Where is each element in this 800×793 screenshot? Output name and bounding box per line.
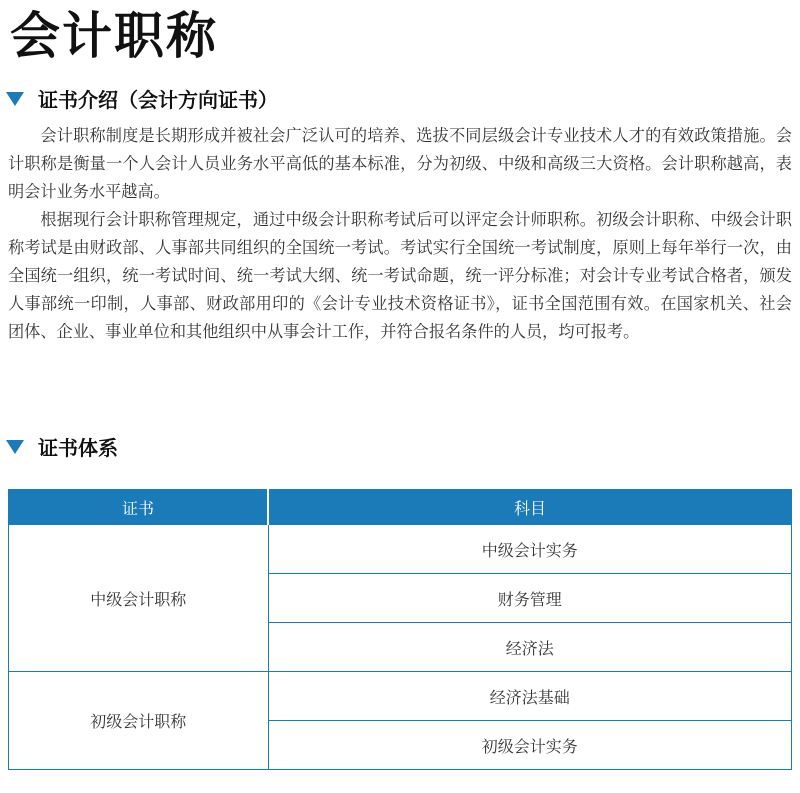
subject-cell: 初级会计实务 bbox=[268, 721, 792, 770]
certificate-table bbox=[8, 489, 792, 770]
header-subject: 科目 bbox=[268, 490, 792, 525]
header-certificate: 证书 bbox=[9, 490, 269, 525]
subject-cell: 财务管理 bbox=[268, 574, 792, 623]
section-heading-label: 证书介绍（会计方向证书） bbox=[38, 88, 278, 112]
intro-text bbox=[8, 122, 792, 346]
page-title: 会计职称 bbox=[10, 7, 218, 65]
certificate-cell: 中级会计职称 bbox=[9, 525, 269, 672]
intro-paragraph-1: 会计职称制度是长期形成并被社会广泛认可的培养、选拔不同层级会计专业技术人才的有效政策措施。会计职称是衡量一个人会计人员业务水平高低的基本标准，分为初级、中级和高级三大资格。会计职称越高，表明会计业务水平越高。 bbox=[8, 126, 792, 201]
table-row bbox=[9, 672, 792, 721]
certificate-cell: 初级会计职称 bbox=[9, 672, 269, 770]
triangle-down-icon bbox=[6, 92, 24, 106]
section-heading-label: 证书体系 bbox=[38, 436, 118, 460]
subject-cell: 经济法 bbox=[268, 623, 792, 672]
subject-cell: 经济法基础 bbox=[268, 672, 792, 721]
table-row bbox=[9, 525, 792, 574]
section-heading-system bbox=[6, 432, 118, 461]
section-heading-intro bbox=[6, 84, 278, 113]
triangle-down-icon bbox=[6, 440, 24, 454]
subject-cell: 中级会计实务 bbox=[268, 525, 792, 574]
intro-paragraph-2: 根据现行会计职称管理规定，通过中级会计职称考试后可以评定会计师职称。初级会计职称、中级会计职称考试是由财政部、人事部共同组织的全国统一考试。考试实行全国统一考试制度，原则上每年举行一次，由全国统一组织，统一考试时间、统一考试大纲、统一考试命题，统一评分标准；对会计专业考试合格者，颁发人事部统一印制，人事部、财政部用印的《会计专业技术资格证书》，证书全国范围有效。在国家机关、社会团体、企业、事业单位和其他组织中从事会计工作，并符合报名条件的人员，均可报考。 bbox=[8, 210, 792, 341]
table-header-row bbox=[9, 490, 792, 525]
